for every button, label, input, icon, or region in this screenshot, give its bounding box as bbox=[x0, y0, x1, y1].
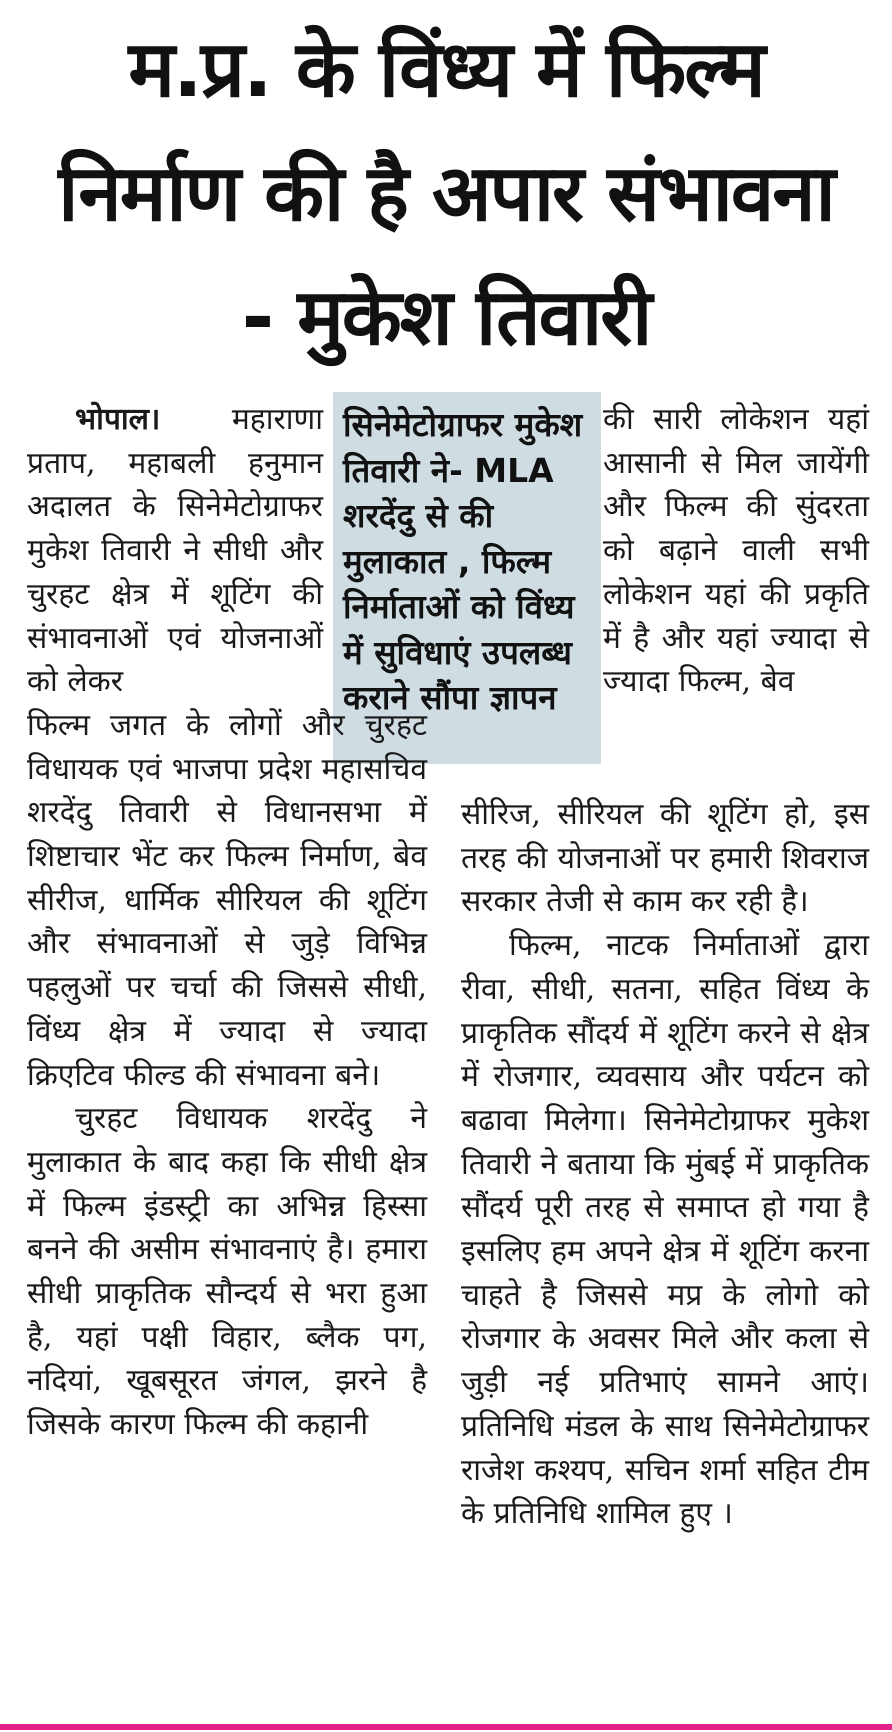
dateline: भोपाल। bbox=[75, 402, 161, 437]
headline bbox=[0, 8, 892, 380]
headline-line-3: - मुकेश तिवारी bbox=[241, 273, 651, 363]
intro-paragraph bbox=[27, 398, 323, 704]
callout-text: सिनेमेटोग्राफर मुकेश तिवारी ने- MLA शरदेंदु से की मुलाकात , फिल्म निर्माताओं को विंध्य में सुविधाएं उपलब्ध कराने सौंपा ज्ञापन bbox=[343, 405, 583, 717]
body-paragraph-2: चुरहट विधायक शरदेंदु ने मुलाकात के बाद कहा कि सीधी क्षेत्र में फिल्म इंडस्ट्री का अभिन्न हिस्सा बनने की असीम संभावनाएं है। हमारा सीधी प्राकृतिक सौन्दर्य से भरा हुआ है, यहां पक्षी विहार, ब्लैक पग, नदियां, खूबसूरत जंगल, झरने है जिसके कारण फिल्म की कहानी bbox=[27, 1101, 427, 1443]
headline-line-2: निर्माण की है अपार संभावना bbox=[58, 149, 834, 239]
body-paragraph-4: फिल्म, नाटक निर्माताओं द्वारा रीवा, सीधी, सतना, सहित विंध्य के प्राकृतिक सौंदर्य में शूटिंग करने से क्षेत्र में रोजगार, व्यवसाय और पर्यटन को बढावा मिलेगा। सिनेमेटोग्राफर मुकेश तिवारी ने बताया कि मुंबई में प्राकृतिक सौंदर्य पूरी तरह से समाप्त हो गया है इसलिए हम अपने क्षेत्र में शूटिंग करना चाहते है जिससे मप्र के लोगो को रोजगार के अवसर मिले और कला से जुड़ी नई प्रतिभाएं सामने आएं। प्रतिनिधि मंडल के साथ सिनेमेटोग्राफर राजेश कश्यप, सचिन शर्मा सहित टीम के प्रतिनिधि शामिल हुए । bbox=[461, 928, 869, 1532]
article-column-2 bbox=[461, 793, 869, 1536]
body-paragraph-3: सीरिज, सीरियल की शूटिंग हो, इस तरह की योजनाओं पर हमारी शिवराज सरकार तेजी से काम कर रही है। bbox=[461, 797, 869, 920]
bottom-rule bbox=[0, 1724, 892, 1730]
headline-line-1: म.प्र. के विंध्य में फिल्म bbox=[128, 25, 764, 115]
article-column-1 bbox=[27, 398, 427, 1447]
article-column-2-top bbox=[603, 398, 869, 704]
column-2-top-text: की सारी लोकेशन यहां आसानी से मिल जायेंगी और फिल्म की सुंदरता को बढ़ाने वाली सभी लोकेशन यहां की प्रकृति में है और यहां ज्यादा से ज्यादा फिल्म, बेव bbox=[603, 402, 869, 700]
body-paragraph-1: फिल्म जगत के लोगों और चुरहट विधायक एवं भाजपा प्रदेश महासचिव शरदेंदु तिवारी से विधानसभा में शिष्टाचार भेंट कर फिल्म निर्माण, बेव सीरीज, धार्मिक सीरियल की शूटिंग और संभावनाओं से जुड़े विभिन्न पहलुओं पर चर्चा की जिससे सीधी, विंध्य क्षेत्र में ज्यादा से ज्यादा क्रिएटिव फील्ड की संभावना बने। bbox=[27, 707, 427, 1093]
intro-text: महाराणा प्रताप, महाबली हनुमान अदालत के सिनेमेटोग्राफर मुकेश तिवारी ने सीधी और चुरहट क्षेत्र में शूटिंग की संभावनाओं एवं योजनाओं को लेकर bbox=[27, 402, 323, 700]
